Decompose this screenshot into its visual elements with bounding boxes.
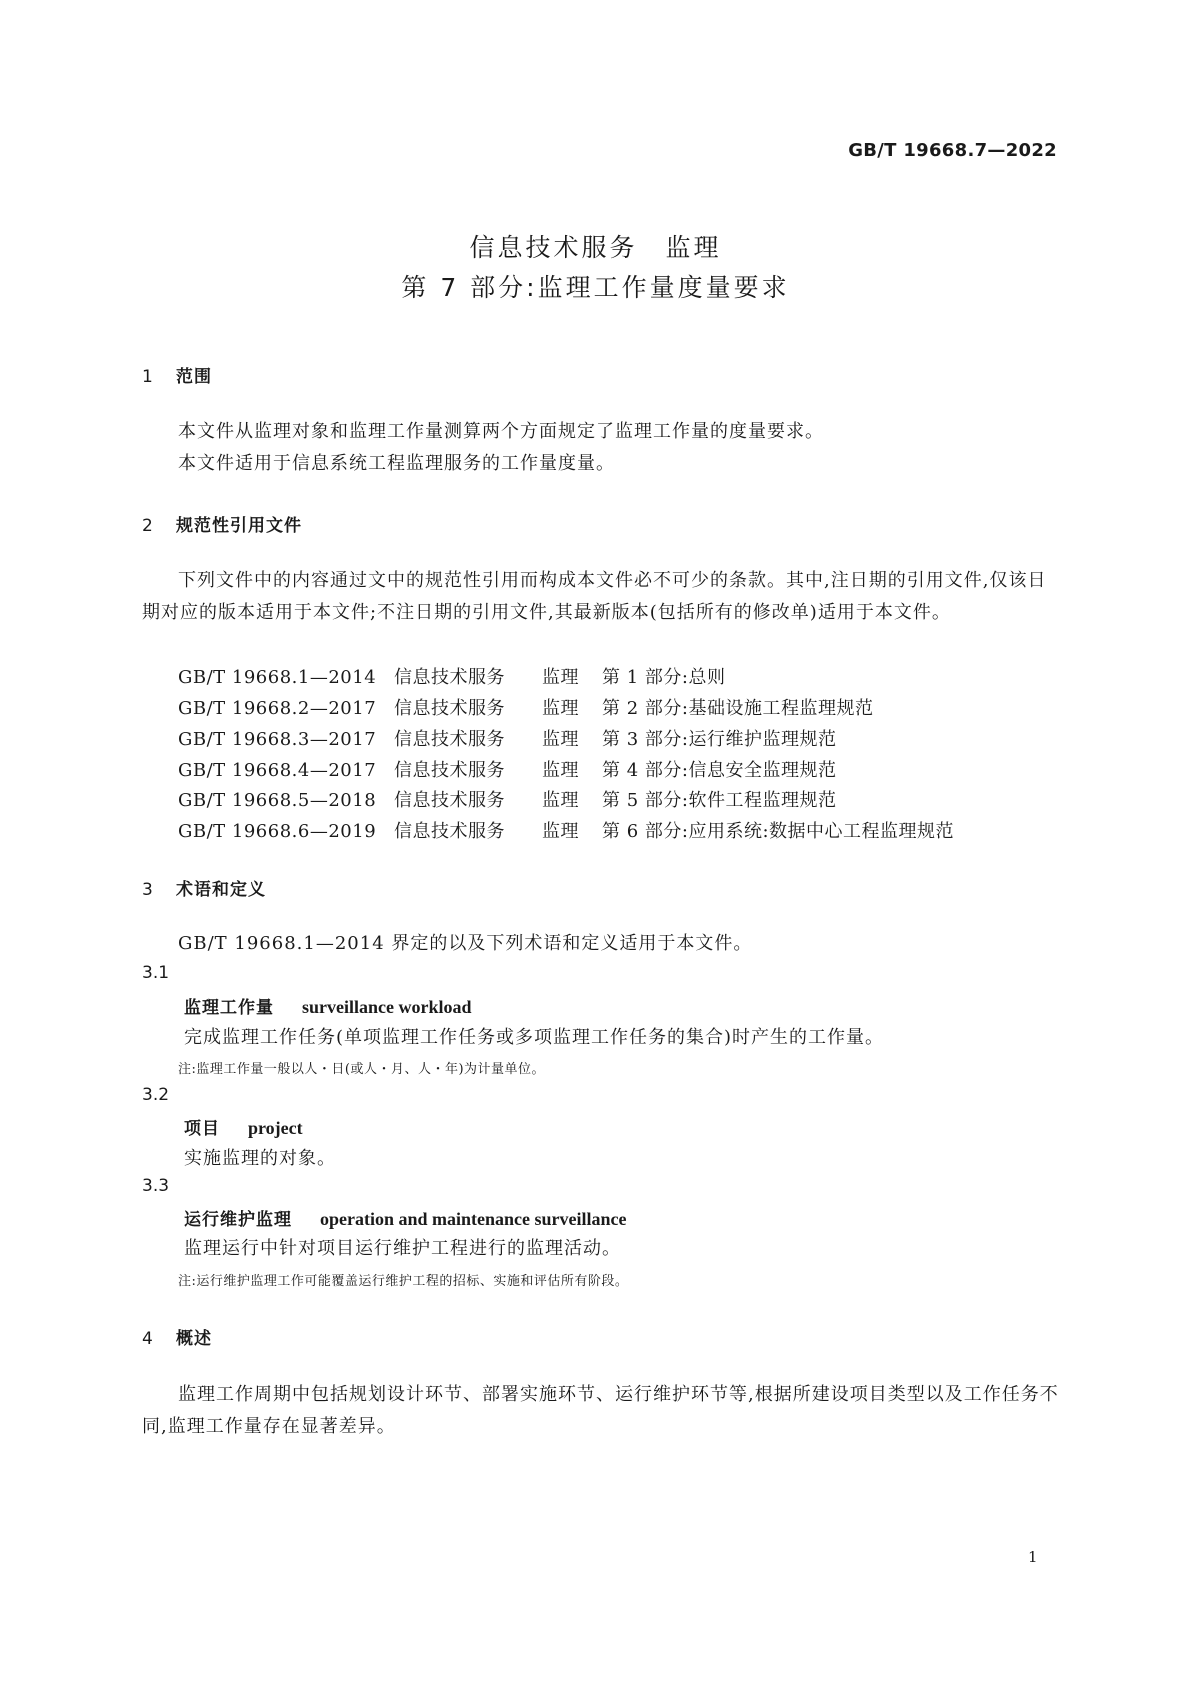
term-definition: 实施监理的对象。 [184,1148,336,1169]
reference-item [178,663,725,689]
reference-item [178,786,836,812]
standard-code: GB/T 19668.7—2022 [848,140,1057,161]
section-4-heading [142,1324,212,1349]
term-heading [184,1205,627,1230]
reference-item [178,694,873,720]
reference-code: GB/T 19668.2—2017 [178,698,377,719]
section-4-number: 4 [142,1329,154,1349]
reference-title-sub: 监理 [542,760,579,781]
term-number: 3.2 [142,1085,170,1105]
section-1-number: 1 [142,367,154,387]
section-1-paragraph-1: 本文件从监理对象和监理工作量测算两个方面规定了监理工作量的度量要求。 [178,421,824,442]
term-definition: 监理运行中针对项目运行维护工程进行的监理活动。 [184,1238,621,1259]
reference-part: 第 1 部分:总则 [602,667,726,688]
reference-title-main: 信息技术服务 [394,821,505,842]
section-4-paragraph: 监理工作周期中包括规划设计环节、部署实施环节、运行维护环节等,根据所建设项目类型以及工作任务不同,监理工作量存在显著差异。 [142,1384,1059,1437]
section-3-number: 3 [142,880,154,900]
title-line-2: 第 7 部分:监理工作量度量要求 [401,273,790,302]
reference-code: GB/T 19668.4—2017 [178,760,377,781]
term-definition: 完成监理工作任务(单项监理工作任务或多项监理工作任务的集合)时产生的工作量。 [184,1027,885,1048]
term-chinese: 项目 [184,1119,220,1139]
reference-code: GB/T 19668.6—2019 [178,821,377,842]
title-line-1: 信息技术服务 监理 [469,233,722,262]
term-english: surveillance workload [302,997,472,1017]
section-2-heading [142,511,302,536]
reference-title-sub: 监理 [542,821,579,842]
reference-part: 第 5 部分:软件工程监理规范 [602,790,837,811]
reference-item [178,725,836,751]
reference-title-sub: 监理 [542,667,579,688]
page-number: 1 [1028,1548,1038,1566]
reference-title-main: 信息技术服务 [394,760,505,781]
term-heading [184,993,472,1018]
section-1-heading [142,362,212,387]
term-chinese: 运行维护监理 [184,1210,292,1230]
section-3-intro: GB/T 19668.1—2014 界定的以及下列术语和定义适用于本文件。 [178,933,753,954]
section-2-number: 2 [142,516,154,536]
reference-title-main: 信息技术服务 [394,667,505,688]
reference-part: 第 4 部分:信息安全监理规范 [602,760,837,781]
term-note: 注:运行维护监理工作可能覆盖运行维护工程的招标、实施和评估所有阶段。 [178,1274,629,1289]
reference-code: GB/T 19668.1—2014 [178,667,377,688]
section-3-title: 术语和定义 [176,880,266,900]
reference-title-sub: 监理 [542,790,579,811]
reference-title-main: 信息技术服务 [394,790,505,811]
reference-title-sub: 监理 [542,698,579,719]
reference-part: 第 3 部分:运行维护监理规范 [602,729,837,750]
reference-title-main: 信息技术服务 [394,698,505,719]
section-1-paragraph-2: 本文件适用于信息系统工程监理服务的工作量度量。 [178,453,615,474]
section-4-title: 概述 [176,1329,212,1349]
term-number: 3.3 [142,1176,170,1196]
reference-code: GB/T 19668.5—2018 [178,790,377,811]
reference-part: 第 6 部分:应用系统:数据中心工程监理规范 [602,821,955,842]
term-note: 注:监理工作量一般以人・日(或人・月、人・年)为计量单位。 [178,1062,546,1077]
term-heading [184,1114,303,1139]
term-english: project [248,1118,303,1138]
reference-item [178,817,954,843]
term-english: operation and maintenance surveillance [320,1209,627,1229]
reference-title-sub: 监理 [542,729,579,750]
term-chinese: 监理工作量 [184,998,274,1018]
section-1-title: 范围 [176,367,212,387]
reference-title-main: 信息技术服务 [394,729,505,750]
reference-code: GB/T 19668.3—2017 [178,729,377,750]
term-number: 3.1 [142,963,170,983]
section-3-heading [142,875,266,900]
section-2-title: 规范性引用文件 [176,516,302,536]
reference-part: 第 2 部分:基础设施工程监理规范 [602,698,874,719]
reference-item [178,756,836,782]
section-2-intro: 下列文件中的内容通过文中的规范性引用而构成本文件必不可少的条款。其中,注日期的引用文件,仅该日期对应的版本适用于本文件;不注日期的引用文件,其最新版本(包括所有的修改单)适用于本文件。 [142,570,1047,623]
